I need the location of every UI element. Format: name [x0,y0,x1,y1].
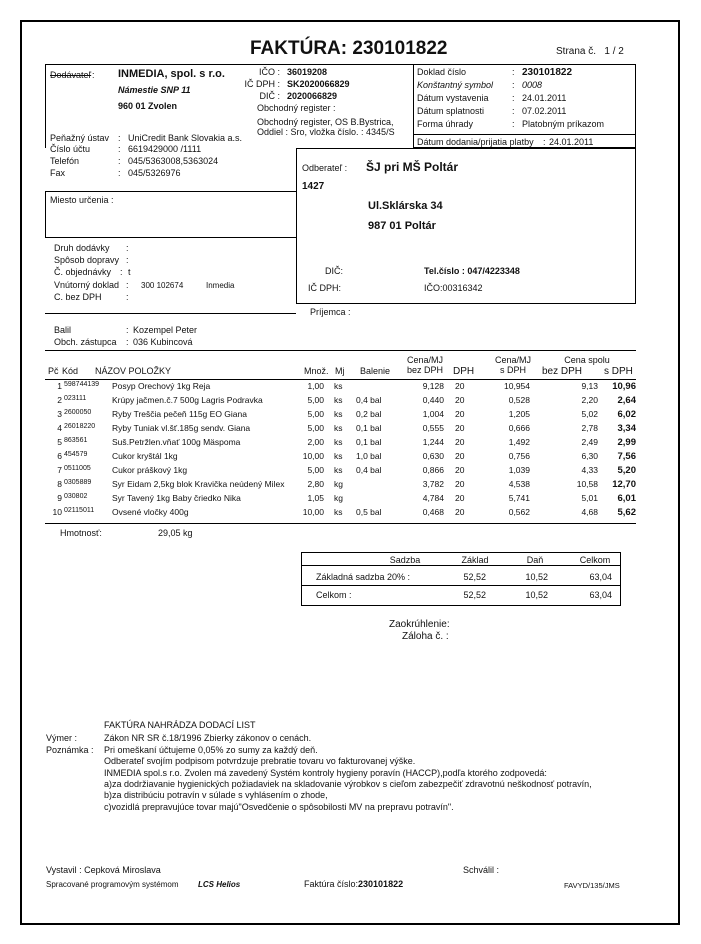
summary-total-header: Celkom [579,555,611,565]
note-line: b)za distribúciu potravín v súlade s vyhlásením o zhode, [104,790,328,801]
cell-mj: kg [334,479,343,489]
cell-bal: 1,0 bal [356,451,382,461]
note-line: Pri omeškaní účtujeme 0,05% zo sumy za každý deň. [104,745,318,755]
table-row [46,423,636,434]
cell-cmjs: 4,538 [508,479,530,489]
cell-cmj: 1,244 [422,437,444,447]
supplier-name: INMEDIA, spol. s r.o. [118,68,225,80]
packed-by-label: Balil [54,325,72,335]
cell-dph: 20 [455,423,465,433]
doc-info-label: Dátum vystavenia [417,93,489,103]
issued-by: Vystavil : Cepková Miroslava [46,865,161,875]
summary-total-label: Celkom : [316,590,352,600]
cell-qty: 2,00 [307,437,324,447]
th-total-excl: bez DPH [542,366,583,377]
ico-label: IČO : [258,67,280,77]
summary-total-tax: 10,52 [525,590,548,600]
customer-label: Odberateľ : [302,163,348,173]
recipient-label: Príjemca : [310,307,351,317]
cell-s: 2,99 [617,437,636,448]
internal-doc-value: 300 102674 [141,281,184,290]
th-total: Cena spolu [564,355,610,365]
account-label: Číslo účtu [50,144,91,154]
customer-street: Ul.Sklárska 34 [368,200,443,212]
cell-cmj: 0,440 [422,395,444,405]
doc-info-colon: : [512,67,515,77]
cell-mj: ks [334,423,343,433]
cell-kod: 030802 [64,493,88,500]
cell-cmjs: 1,205 [508,409,530,419]
cell-mj: ks [334,451,343,461]
cell-cmj: 3,782 [422,479,444,489]
doc-info-label: Doklad číslo [417,67,467,77]
cell-bez: 2,78 [581,423,598,433]
phone-value: 045/5363008,5363024 [128,156,219,166]
cell-s: 10,96 [612,381,636,392]
doc-info-label: Dátum splatnosti [417,106,485,116]
table-row [46,409,636,420]
vymer-text: Zákon NR SR č.18/1996 Zbierky zákonov o cenách. [104,733,312,743]
cell-kod: 863561 [64,437,88,444]
cell-mj: ks [334,381,343,391]
cell-dph: 20 [455,437,465,447]
th-unit: Mj [335,366,345,376]
table-row [46,493,636,504]
customer-phone: Tel.číslo : 047/4223348 [424,266,520,276]
cell-qty: 1,00 [307,381,324,391]
cell-mj: ks [334,395,343,405]
th-price-unit-incl: s DPH [499,365,526,375]
internal-doc-label: Vnútorný doklad [54,280,120,290]
price-without-vat-label: C. bez DPH [54,292,102,302]
delivery-date-label: Dátum dodania/prijatia platby [417,137,534,147]
table-row [46,395,636,406]
cell-bal: 0,5 bal [356,507,382,517]
th-price-unit-2: Cena/MJ [494,355,531,365]
cell-kod: 454579 [64,451,88,458]
cell-mj: ks [334,409,343,419]
cell-bez: 2,49 [581,437,598,447]
cell-name: Ryby Tuniak vl.šť.185g sendv. Giana [112,423,251,433]
cell-name: Posyp Orechový 1kg Reja [112,381,211,391]
summary-base-header: Základ [461,555,489,565]
system-label: Spracované programovým systémom [46,880,179,889]
doc-info-value: 0008 [522,80,543,90]
table-row [46,465,636,476]
cell-dph: 20 [455,409,465,419]
delivery-date-value: 24.01.2011 [549,137,594,147]
summary-row-rate-label: Základná sadzba 20% : [316,572,411,582]
summary-total-base: 52,52 [463,590,486,600]
cell-qty: 2,80 [307,479,324,489]
note-line: a)za dodržiavanie hygienických požiadaviek na skladovanie výrobkov s cieľom zabezpečiť zdravotnú neškodnosť potravín, [104,778,592,789]
cell-bez: 4,33 [581,465,598,475]
cell-dph: 20 [455,493,465,503]
cell-bal: 0,1 bal [356,423,382,433]
doc-info-value: 24.01.2011 [522,93,567,103]
icdph-label: IČ DPH : [244,79,280,89]
doc-info-label: Konštantný symbol [417,80,494,90]
cell-s: 6,01 [617,493,636,504]
th-price-unit: Cena/MJ [406,355,443,365]
cell-cmj: 0,468 [422,507,444,517]
advance-label: Záloha č. : [402,631,449,642]
th-pc: Pč [48,366,59,376]
title-number: 230101822 [352,38,448,59]
cell-cmjs: 0,562 [508,507,530,517]
cell-kod: 0305889 [64,479,92,486]
cell-kod: 0511005 [64,465,91,472]
cell-cmjs: 0,666 [508,423,530,433]
customer-icdph-label: IČ DPH: [308,283,342,293]
page-value: 1 / 2 [604,46,624,57]
customer-city: 987 01 Poltár [368,220,436,232]
cell-bal: 0,1 bal [356,437,382,447]
table-row [46,507,636,518]
cell-qty: 10,00 [302,451,324,461]
cell-kod: 023111 [64,395,87,402]
order-value: t [128,267,131,277]
doc-info-value: 07.02.2011 [522,106,567,116]
icdph-value: SK2020066829 [287,79,350,89]
cell-kod: 2600050 [64,409,92,416]
cell-cmj: 4,784 [422,493,444,503]
register-line-2: Obchodný register, OS B.Bystrica, [257,117,394,127]
cell-pc: 8 [57,479,62,489]
footer-invoice-number: 230101822 [358,879,404,889]
cell-bez: 5,01 [581,493,598,503]
cell-bal: 0,4 bal [356,465,382,475]
cell-qty: 5,00 [307,423,324,433]
summary-total-total: 63,04 [589,590,612,600]
cell-mj: ks [334,507,343,517]
cell-cmj: 0,866 [422,465,444,475]
packed-by-value: Kozempel Peter [133,325,198,335]
doc-info-value: Platobným príkazom [522,119,605,129]
cell-cmjs: 1,492 [508,437,530,447]
cell-dph: 20 [455,381,465,391]
bank-label: Peňažný ústav [50,133,110,143]
cell-name: Ryby Treščia pečeň 115g EO Giana [112,409,247,419]
bank-value: UniCredit Bank Slovakia a.s. [128,133,243,143]
dic-label: DIČ : [259,91,280,101]
cell-pc: 3 [57,409,62,419]
cell-s: 3,34 [617,423,636,434]
cell-name: Syr Tavený 1kg Baby čriedko Nika [112,493,241,503]
table-row [46,479,636,490]
cell-cmj: 1,004 [422,409,444,419]
cell-pc: 5 [57,437,62,447]
cell-cmjs: 5,741 [508,493,530,503]
cell-cmj: 0,555 [422,423,444,433]
cell-cmjs: 1,039 [508,465,530,475]
cell-pc: 7 [57,465,62,475]
approved-by-label: Schválil : [463,865,500,875]
destination-label: Miesto určenia : [50,195,114,205]
cell-s: 7,56 [617,451,636,462]
cell-pc: 10 [52,507,62,517]
summary-row-rate-base: 52,52 [463,572,486,582]
cell-dph: 20 [455,479,465,489]
cell-pc: 6 [57,451,62,461]
doc-info-colon: : [512,93,515,103]
cell-cmj: 9,128 [422,381,444,391]
notes-heading: FAKTÚRA NAHRÁDZA DODACÍ LIST [104,720,256,730]
cell-name: Ovsené vločky 400g [112,507,189,517]
doc-info-colon: : [512,119,515,129]
supplier-label: Dodávateľ [50,70,92,80]
cell-bal: 0,4 bal [356,395,382,405]
cell-bez: 6,30 [581,451,598,461]
register-label: Obchodný register : [257,103,336,113]
vymer-label: Výmer : [46,733,78,743]
customer-name: ŠJ pri MŠ Poltár [366,160,459,174]
cell-kod: 02115011 [64,507,95,514]
th-total-incl: s DPH [604,366,633,377]
cell-bez: 10,58 [576,479,598,489]
footer-invoice-label: Faktúra číslo: [304,879,359,889]
summary-row-rate-total: 63,04 [589,572,612,582]
cell-dph: 20 [455,507,465,517]
cell-bez: 5,02 [581,409,598,419]
cell-qty: 1,05 [307,493,324,503]
cell-name: Cukor práškový 1kg [112,465,188,475]
system-name: LCS Helios [198,880,241,889]
note-line: Odberateľ svojím podpisom potvrdzuje prebratie tovaru vo fakturovanej výške. [104,756,416,767]
ico-value: 36019208 [287,67,328,77]
register-line-3: Oddiel : Sro, vložka číslo. : 4345/S [257,127,395,137]
account-value: 6619429000 /1111 [128,144,202,154]
fax-label: Fax [50,168,66,178]
note-label: Poznámka : [46,745,94,755]
cell-cmjs: 10,954 [504,381,530,391]
summary-rate-header: Sadzba [389,555,421,565]
table-row [46,451,636,462]
cell-name: Syr Eidam 2,5kg blok Kravička neúdený Milex [112,479,285,489]
cell-s: 2,64 [617,395,636,406]
table-row [46,437,636,448]
cell-dph: 20 [455,451,465,461]
cell-cmjs: 0,756 [508,451,530,461]
weight-value: 29,05 kg [158,528,193,538]
doc-info-value: 230101822 [522,67,573,78]
doc-info-label: Forma úhrady [417,119,474,129]
cell-mj: ks [334,437,343,447]
doc-info-colon: : [512,80,515,90]
summary-row-rate-tax: 10,52 [525,572,548,582]
title-label: FAKTÚRA: [250,38,348,59]
supplier-city: 960 01 Zvolen [118,101,178,111]
cell-pc: 1 [57,381,62,391]
footer-code: FAVYD/135/JMS [564,881,620,890]
customer-ico: IČO:00316342 [424,283,483,293]
fax-value: 045/5326976 [128,168,181,178]
phone-label: Telefón [50,156,80,166]
cell-bez: 9,13 [581,381,598,391]
cell-dph: 20 [455,395,465,405]
sales-rep-value: 036 Kubincová [133,337,193,347]
cell-s: 5,62 [617,507,636,518]
cell-qty: 5,00 [307,409,324,419]
th-package: Balenie [360,366,391,376]
cell-kod: 598744139 [64,381,100,388]
cell-qty: 5,00 [307,395,324,405]
cell-name: Suš.Petržlen.vňať 100g Mäspoma [112,437,241,447]
cell-cmj: 0,630 [422,451,444,461]
th-qty: Množ. [304,366,329,376]
customer-dic-label: DIČ: [325,266,343,276]
cell-dph: 20 [455,465,465,475]
cell-pc: 4 [57,423,62,433]
summary-tax-header: Daň [526,555,544,565]
cell-pc: 9 [57,493,62,503]
supplier-street: Námestie SNP 11 [118,85,191,95]
cell-mj: kg [334,493,343,503]
cell-name: Cukor kryštál 1kg [112,451,178,461]
sales-rep-label: Obch. zástupca [54,337,117,347]
invoice-title [250,38,448,60]
th-code: Kód [62,366,79,376]
cell-bez: 2,20 [581,395,598,405]
cell-bez: 4,68 [581,507,598,517]
cell-mj: ks [334,465,343,475]
note-line: c)vozidlá prepravujúce tovar majú"Osvedčenie o spôsobilosti MV na prepravu potravín". [104,801,454,812]
dic-value: 2020066829 [287,91,338,101]
table-row [46,381,636,392]
cell-s: 12,70 [612,479,636,490]
cell-s: 6,02 [617,409,636,420]
rounding-label: Zaokrúhlenie: [389,619,450,630]
doc-info-colon: : [512,106,515,116]
th-name: NÁZOV POLOŽKY [95,366,172,376]
cell-name: Krúpy jačmen.č.7 500g Lagris Podravka [112,395,263,405]
transport-label: Spôsob dopravy [54,255,120,265]
cell-pc: 2 [57,395,62,405]
cell-kod: 26018220 [64,423,96,430]
th-price-unit-excl: bez DPH [406,365,443,375]
order-label: Č. objednávky [54,267,112,277]
customer-code: 1427 [302,181,325,192]
delivery-type-label: Druh dodávky [54,243,110,253]
cell-qty: 5,00 [307,465,324,475]
cell-qty: 10,00 [302,507,324,517]
internal-doc-company: Inmedia [206,281,235,290]
page-indicator [556,46,624,57]
page-label: Strana č. [556,46,597,57]
cell-bal: 0,2 bal [356,409,382,419]
cell-s: 5,20 [617,465,636,476]
note-line: INMEDIA spol.s r.o. Zvolen má zavedený Systém kontroly hygieny poravín (HACCP),podľa ktorého zodpovedá: [104,767,547,778]
weight-label: Hmotnosť: [60,528,102,538]
cell-cmjs: 0,528 [508,395,530,405]
th-vat: DPH [453,366,475,377]
